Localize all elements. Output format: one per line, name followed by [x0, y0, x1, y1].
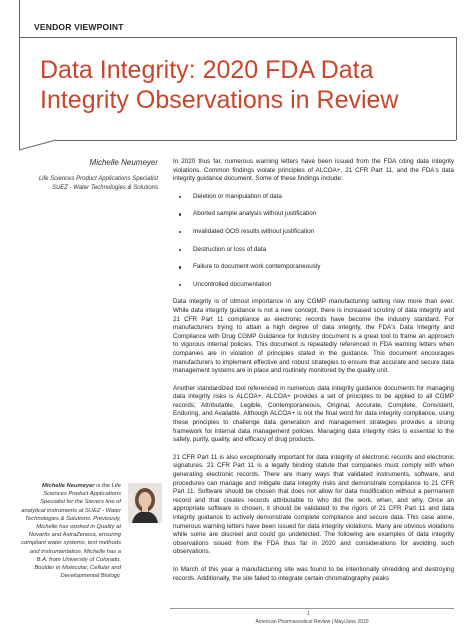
author-bio — [18, 482, 121, 580]
finding-item: Deletion or manipulation of data — [193, 193, 454, 202]
intro-paragraph: In 2020 thus far, numerous warning letters have been issued from the FDA citing data integrity violations. Common findings violate principles of ALCOA+, 21 CFR Part 11, and the FDA's data integrity guidance document. Some of these findings include: — [173, 158, 454, 183]
bio-description: is the Life Sciences Product Applications Specialist for the Sievers line of analytical instruments at SUEZ - Water Technologies & Solutions. Previously, Michelle has worked in Quality at Novartis and AstraZeneca, ensuring compliant water systems, test methods and instrumentation. Michelle has a B.A. from University of Colorado, Boulder in Molecular, Cellular and Developmental Biology. — [21, 483, 121, 580]
affiliation-line-2: SUEZ - Water Technologies & Solutions — [51, 184, 158, 191]
frame-bottom-line — [56, 140, 456, 141]
frame-left-line — [19, 0, 20, 150]
author-photo — [128, 483, 162, 523]
page-number: 1 — [307, 611, 310, 617]
author-affiliation — [20, 175, 158, 192]
article-title — [40, 55, 450, 115]
frame-right-line — [456, 37, 457, 140]
author-name: Michelle Neumeyer — [89, 158, 158, 167]
body-paragraph: 21 CFR Part 11 is also exceptionally important for data integrity of electronic records and electronic signatures. 21 CFR Part 11 is a legally binding statute that companies must comply with when generating electronic records. There are many ways that validated instruments, software, and procedures can manage and mitigate data integrity risks and demonstrate compliance to 21 CFR Part 11. Software should be chosen that does not allow for data modification without a permanent record and that creates records attributable to who did the work, when, and why. Once an appropriate software is chosen, it should be validated to the rigors of 21 CFR Part 11 and data integrity guidance to actively demonstrate complete compliance and secure data. This case alone, numerous warning letters have been issued for data integrity violations. Many are obvious violations while some are discreet and could go undetected. The following are examples of data integrity observations issued from the FDA thus far in 2020 and considerations for avoiding such observations. — [173, 453, 454, 556]
title-line-2: Integrity Observations in Review — [40, 86, 399, 114]
finding-item: Destruction or loss of data — [193, 246, 454, 255]
finding-item: Failure to document work contemporaneously — [193, 263, 454, 272]
section-label: VENDOR VIEWPOINT — [34, 22, 124, 32]
finding-item: Aborted sample analysis without justification — [193, 210, 454, 219]
title-line-1: Data Integrity: 2020 FDA Data — [40, 56, 374, 84]
finding-item: Uncontrolled documentation — [193, 281, 454, 290]
body-paragraph: Data integrity is of utmost importance in any CGMP manufacturing setting now more than ever. While data integrity guidance is not a new concept, there is increased scrutiny of data integrity and 21 CFR Part 11 compliance as electronic records have become the industry standard. For manufacturers trying to attain a high degree of data integrity, the FDA's Data Integrity and Compliance with Drug CGMP Guidance for Industry document is a great tool to frame an approach to vigorous internal policies. This document is repeatedly referenced in FDA warning letters when companies are in violation of principles stated in the guidance. This document encourages manufacturers to implement effective and robust strategies to ensure that accurate and secure data management systems are in place and routinely monitored by the quality unit. — [173, 298, 454, 375]
body-paragraph: Another standardized tool referenced in numerous data integrity guidance documents for managing data integrity risks is ALCOA+. ALCOA+ provides a set of principles to be applied to all CGMP records; Attributable, Legible, Contemporaneous, Original, Accurate, Complete, Consistent, Enduring, and Available. Although ALCOA+ is not the final word for data integrity compliance, using these principles to challenge data generation and management strategies provides a strong framework for internal data management policies. Managing data integrity risks is essential to the safety, purity, quality, and efficacy of drug products. — [173, 384, 454, 444]
article-body — [173, 158, 454, 592]
body-paragraph: In March of this year a manufacturing site was found to be intentionally shredding and destroying records. Additionally, the site failed to integrate certain chromatography peaks — [173, 565, 454, 582]
footer-publication: American Pharmaceutical Review | May/June 2020 — [255, 619, 369, 625]
frame-top-line — [19, 37, 456, 38]
findings-list — [173, 193, 454, 290]
speech-bubble-tail — [19, 138, 59, 152]
bio-name: Michelle Neumeyer — [42, 483, 95, 489]
finding-item: Invalidated OOS results without justification — [193, 228, 454, 237]
affiliation-line-1: Life Sciences Product Applications Specialist — [38, 176, 158, 182]
footer-rule — [170, 608, 454, 609]
author-portrait-image — [128, 483, 162, 523]
